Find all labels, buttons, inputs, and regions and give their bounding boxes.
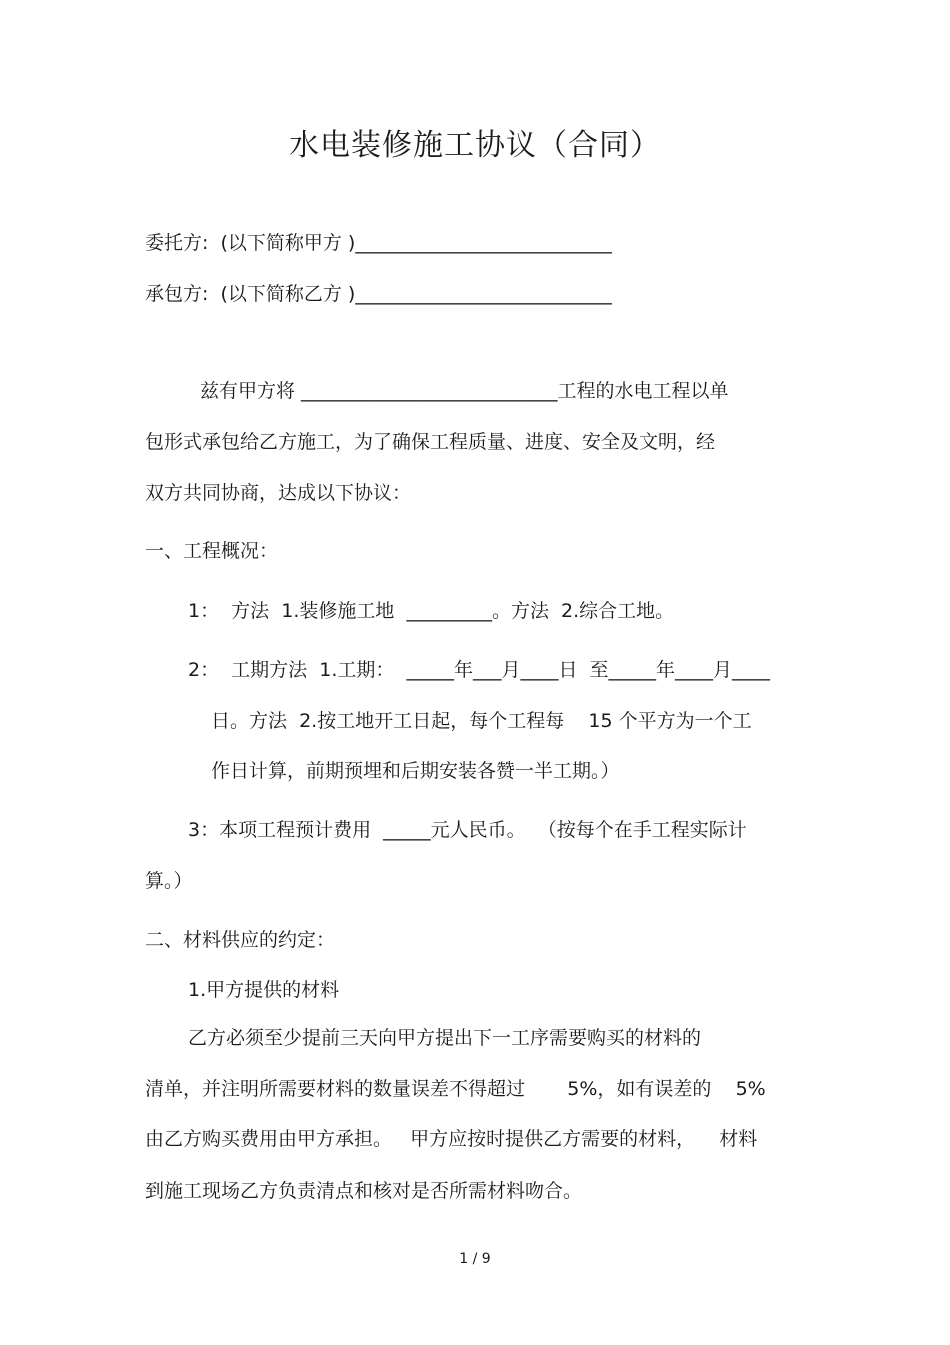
clause-1-2-line-3: 作日计算，前期预埋和后期安装各赞一半工期。） bbox=[211, 760, 620, 782]
materials-paragraph-line-2: 清单，并注明所需要材料的数量误差不得超过 5%，如有误差的 5% bbox=[145, 1078, 766, 1100]
page-number: 1 / 9 bbox=[459, 1251, 491, 1267]
client-party-line: 委托方: (以下简称甲方 )___________________________ bbox=[145, 232, 612, 254]
preamble-line-2: 包形式承包给乙方施工，为了确保工程质量、进度、安全及文明，经 bbox=[145, 431, 716, 453]
preamble-line-3: 双方共同协商，达成以下协议： bbox=[145, 482, 412, 504]
contractor-party-line: 承包方: (以下简称乙方 )___________________________ bbox=[145, 283, 612, 305]
preamble-line-1: 兹有甲方将 ___________________________工程的水电工程以单 bbox=[200, 380, 729, 402]
clause-1-2-line-1: 2： 工期方法 1.工期： _____年___月____日 至_____年____月____ bbox=[188, 659, 771, 681]
materials-paragraph-line-1: 乙方必须至少提前三天向甲方提出下一工序需要购买的材料的 bbox=[188, 1027, 702, 1049]
section-2-heading: 二、材料供应的约定： bbox=[145, 929, 336, 951]
clause-1-3-line-1: 3：本项工程预计费用 _____元人民币。 （按每个在手工程实际计 bbox=[188, 819, 747, 841]
clause-1-3-line-2: 算。） bbox=[145, 870, 193, 892]
document-title: 水电装修施工协议（合同） bbox=[289, 128, 661, 163]
section-1-heading: 一、工程概况： bbox=[145, 540, 279, 562]
materials-paragraph-line-4: 到施工现场乙方负责清点和核对是否所需材料吻合。 bbox=[145, 1180, 583, 1202]
clause-1-2-line-2: 日。方法 2.按工地开工日起，每个工程每 15 个平方为一个工 bbox=[211, 710, 752, 732]
clause-1-1: 1： 方法 1.装修施工地 _________。方法 2.综合工地。 bbox=[188, 600, 675, 622]
materials-paragraph-line-3: 由乙方购买费用由甲方承担。 甲方应按时提供乙方需要的材料， 材料 bbox=[145, 1128, 758, 1150]
subsection-2-1-heading: 1.甲方提供的材料 bbox=[188, 979, 340, 1001]
